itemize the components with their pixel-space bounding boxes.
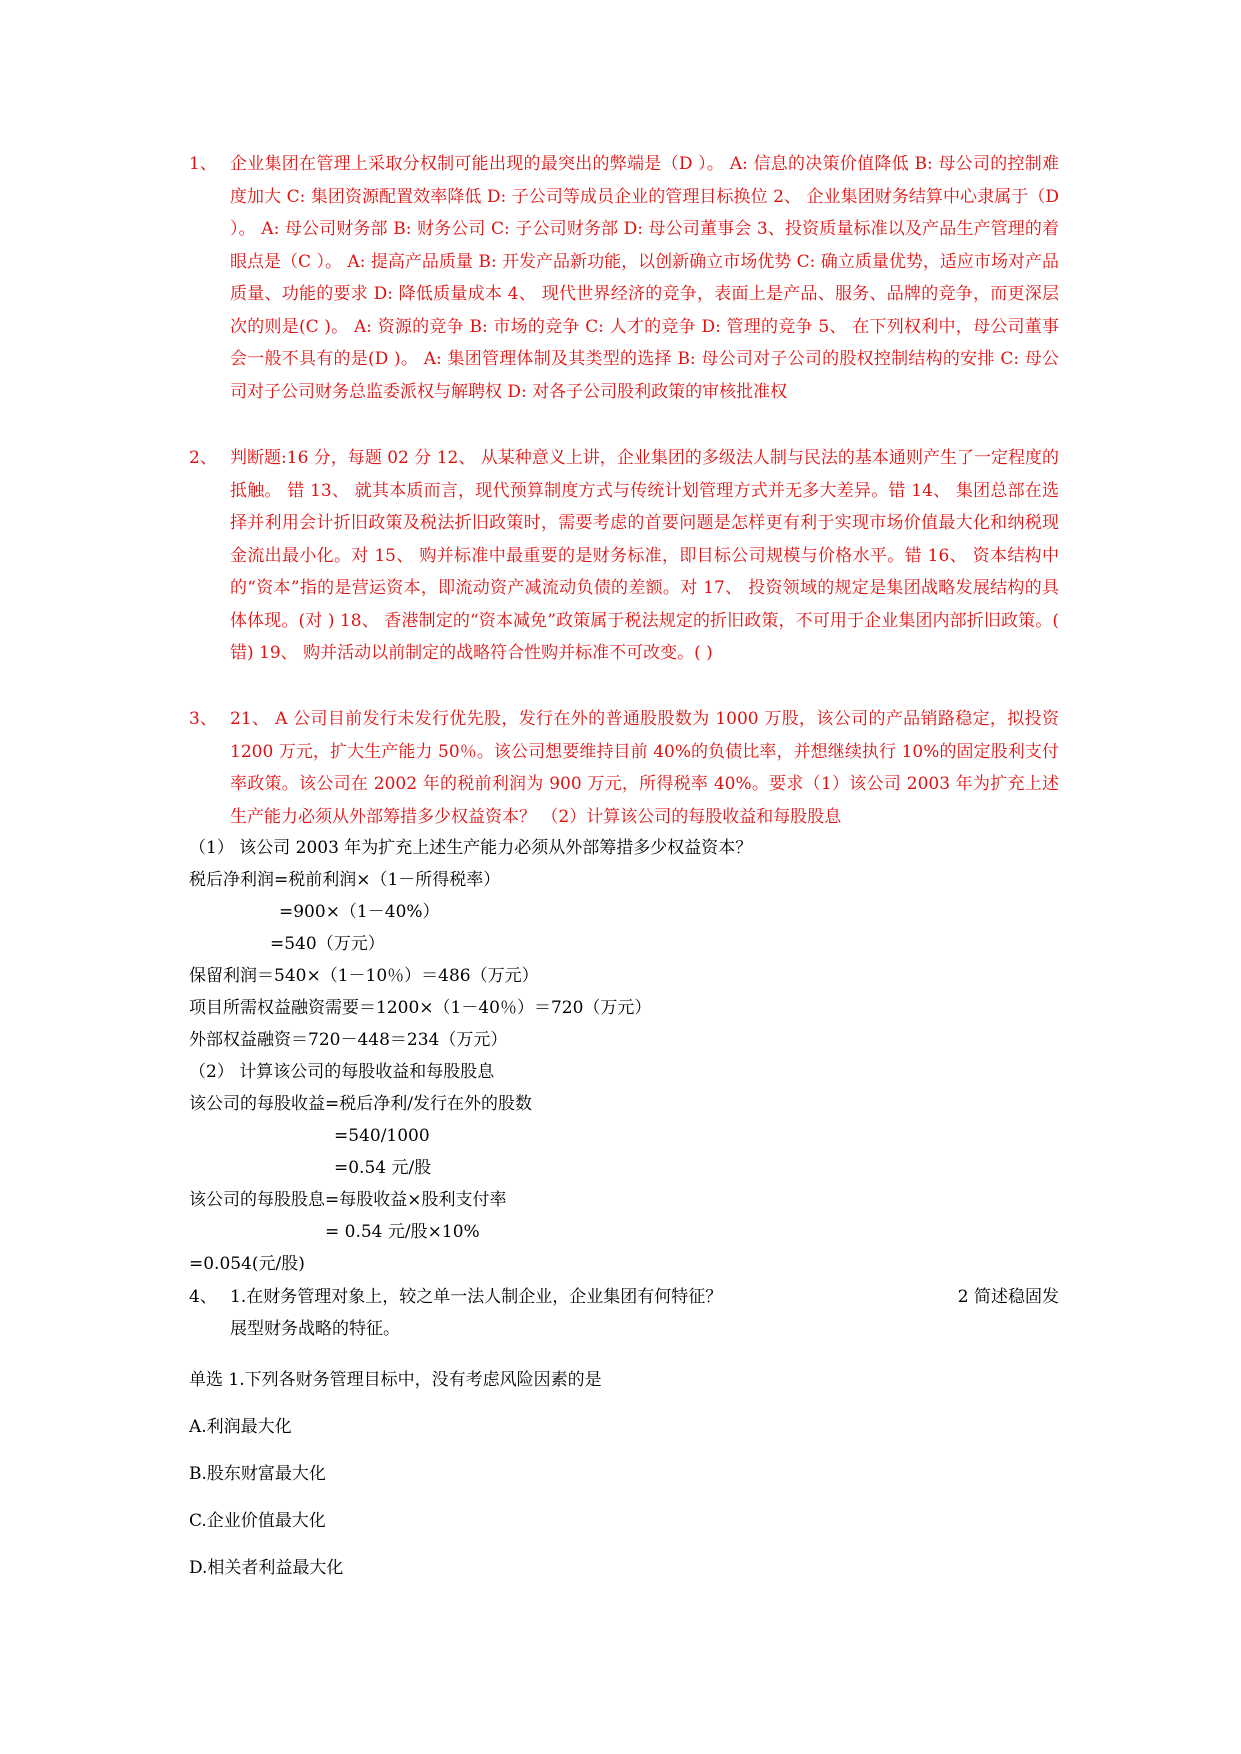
solution-line: 保留利润＝540×（1－10％）＝486（万元） xyxy=(189,966,539,986)
item-text xyxy=(230,1281,1059,1345)
solution-line: = 0.54 元/股×10% xyxy=(325,1222,480,1242)
item-text-part1: 1.在财务管理对象上，较之单一法人制企业，企业集团有何特征？ xyxy=(230,1287,723,1307)
question-block-3 xyxy=(189,703,1059,833)
question-block-1 xyxy=(189,148,1059,408)
solution-line: =540（万元） xyxy=(270,934,385,954)
solution-line: （2） 计算该公司的每股收益和每股股息 xyxy=(189,1062,495,1082)
item-text: 企业集团在管理上采取分权制可能出现的最突出的弊端是（D ）。 A: 信息的决策价值降低 B: 母公司的控制难度加大 C: 集团资源配置效率降低 D: 子公司等成员企业的管理目标换位 2、 企业集团财务结算中心隶属于（D ）。 A: 母公司财务部 B: 财务公司 C: 子公司财务部 D: 母公司董事会 3、投资质量标准以及产品生产管理的着眼点是（C ）。 A: 提高产品质量 B: 开发产品新功能，以创新确立市场优势 C: 确立质量优势，适应市场对产品质量、功能的要求 D: 降低质量成本 4、 现代世界经济的竞争，表面上是产品、服务、品牌的竞争，而更深层次的则是(C )。 A: 资源的竞争 B: 市场的竞争 C: 人才的竞争 D: 管理的竞争 5、 在下列权利中，母公司董事会一般不具有的是(D )。 A: 集团管理体制及其类型的选择 B: 母公司对子公司的股权控制结构的安排 C: 母公司对子公司财务总监委派权与解聘权 D: 对各子公司股利政策的审核批准权 xyxy=(230,154,1059,402)
mcq-option-d: D.相关者利益最大化 xyxy=(189,1558,344,1578)
solution-line: 该公司的每股收益=税后净利/发行在外的股数 xyxy=(189,1094,532,1114)
solution-line: =900×（1－40%） xyxy=(279,902,440,922)
item-number: 4、 xyxy=(189,1287,217,1307)
solution-line: =0.54 元/股 xyxy=(334,1158,432,1178)
mcq-option-a: A.利润最大化 xyxy=(189,1417,292,1437)
item-text-part2: 2 简述稳固发 xyxy=(957,1287,1059,1307)
item-number: 1、 xyxy=(189,154,217,174)
item-number: 3、 xyxy=(189,709,217,729)
solution-line: =0.054(元/股) xyxy=(189,1254,305,1274)
mcq-question: 单选 1.下列各财务管理目标中，没有考虑风险因素的是 xyxy=(189,1370,602,1390)
solution-line: =540/1000 xyxy=(334,1126,430,1146)
solution-line: 税后净利润=税前利润×（1－所得税率） xyxy=(189,870,501,890)
mcq-option-b: B.股东财富最大化 xyxy=(189,1464,326,1484)
item-text: 判断题:16 分，每题 02 分 12、 从某种意义上讲，企业集团的多级法人制与民法的基本通则产生了一定程度的抵触。 错 13、 就其本质而言，现代预算制度方式与传统计划管理方式并无多大差异。错 14、 集团总部在选择并利用会计折旧政策及税法折旧政策时，需要考虑的首要问题是怎样更有利于实现市场价值最大化和纳税现金流出最小化。对 15、 购并标准中最重要的是财务标准，即目标公司规模与价格水平。错 16、 资本结构中的“资本”指的是营运资本，即流动资产减流动负债的差额。对 17、 投资领域的规定是集团战略发展结构的具体体现。(对 ) 18、 香港制定的“资本减免”政策属于税法规定的折旧政策，不可用于企业集团内部折旧政策。( 错) 19、 购并活动以前制定的战略符合性购并标准不可改变。( ) xyxy=(230,448,1059,663)
item-text-cont: 展型财务战略的特征。 xyxy=(230,1319,400,1339)
item-number: 2、 xyxy=(189,448,217,468)
solution-line: 项目所需权益融资需要＝1200×（1－40％）＝720（万元） xyxy=(189,998,652,1018)
item-text: 21、 A 公司目前发行未发行优先股，发行在外的普通股股数为 1000 万股，该公司的产品销路稳定，拟投资 1200 万元，扩大生产能力 50％。该公司想要维持目前 40%的负债比率，并想继续执行 10%的固定股利支付率政策。该公司在 2002 年的税前利润为 900 万元，所得税率 40%。要求（1）该公司 2003 年为扩充上述生产能力必须从外部筹措多少权益资本？ （2）计算该公司的每股收益和每股股息 xyxy=(230,709,1059,827)
solution-line: （1） 该公司 2003 年为扩充上述生产能力必须从外部筹措多少权益资本？ xyxy=(189,838,753,858)
solution-line: 该公司的每股股息=每股收益×股利支付率 xyxy=(189,1190,507,1210)
mcq-option-c: C.企业价值最大化 xyxy=(189,1511,326,1531)
solution-line: 外部权益融资＝720－448＝234（万元） xyxy=(189,1030,508,1050)
question-block-2 xyxy=(189,442,1059,670)
question-block-4 xyxy=(189,1281,1059,1345)
